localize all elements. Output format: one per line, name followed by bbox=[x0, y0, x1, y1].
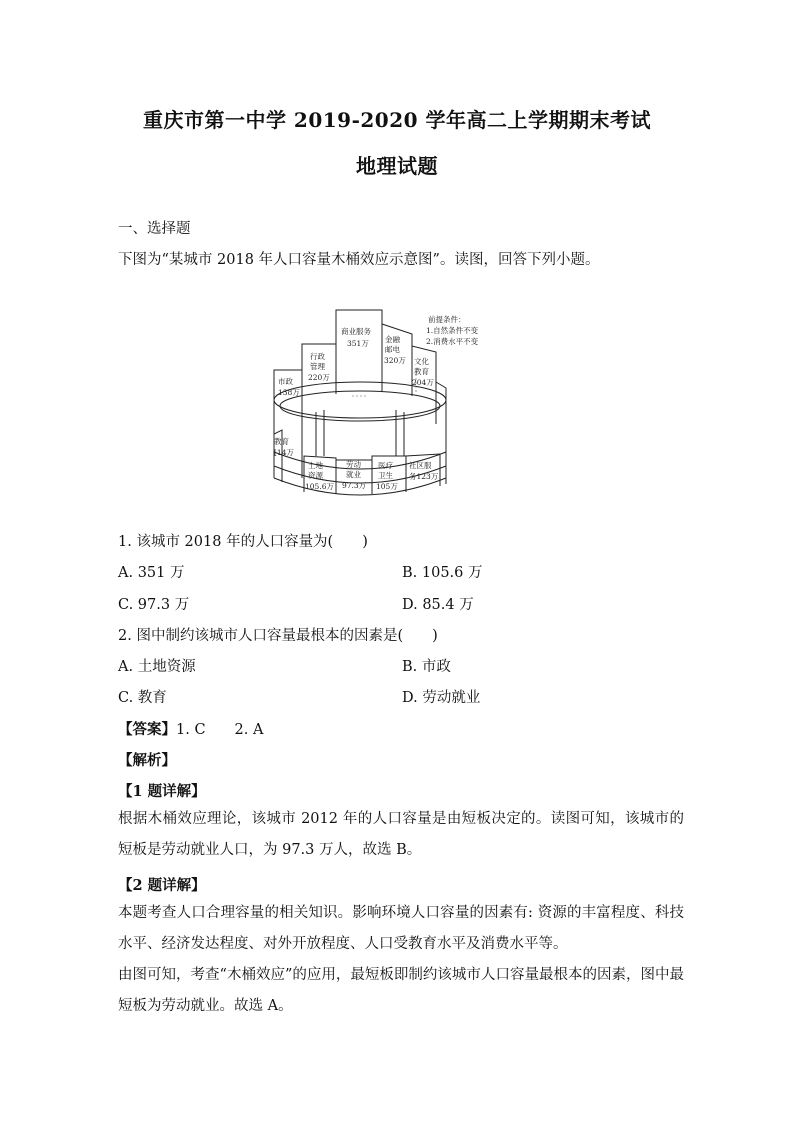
label-xingzheng-value: 220万 bbox=[308, 373, 330, 382]
label-wenhua: 文化 bbox=[414, 357, 429, 366]
q2-option-a: A. 土地资源 bbox=[118, 659, 196, 675]
label-jinrong-value: 320万 bbox=[384, 356, 406, 365]
label-tudi: 土地 bbox=[308, 461, 323, 470]
premise-2: 2.消费水平不变 bbox=[426, 337, 479, 346]
detail2-label: 【2 题详解】 bbox=[118, 877, 206, 894]
q2-option-c: C. 教育 bbox=[118, 690, 167, 706]
detail1-text: 根据木桶效应理论，该城市 2012 年的人口容量是由短板决定的。读图可知，该城市的短板是劳动就业人口，为 97.3 万人，故选 B。 bbox=[118, 811, 684, 858]
document-title: 重庆市第一中学 2019-2020 学年高二上学期期末考试 bbox=[142, 108, 652, 132]
label-shangye-value: 351万 bbox=[347, 339, 369, 348]
q1-option-d: D. 85.4 万 bbox=[402, 597, 474, 613]
label-shizheng-value: 138万 bbox=[278, 388, 300, 397]
answer-text: 1. C 2. A bbox=[176, 722, 264, 738]
label-xingzheng: 行政 bbox=[310, 352, 325, 361]
label-laodong: 劳动 bbox=[346, 460, 361, 469]
label-laodong-value: 97.3万 bbox=[342, 481, 367, 490]
document-subtitle: 地理试题 bbox=[356, 154, 438, 178]
premise-title: 前提条件： bbox=[428, 315, 466, 324]
q1-stem: 1. 该城市 2018 年的人口容量为( ) bbox=[118, 534, 368, 550]
q2-option-b: B. 市政 bbox=[402, 659, 451, 675]
barrel-effect-figure bbox=[268, 306, 508, 506]
label-tudi-value: 105.6万 bbox=[305, 482, 334, 491]
label-guanli: 管理 bbox=[310, 362, 325, 371]
answer-label: 【答案】 bbox=[118, 721, 176, 738]
label-weisheng: 卫生 bbox=[378, 471, 393, 480]
question-intro: 下图为“某城市 2018 年人口容量木桶效应示意图”。读图，回答下列小题。 bbox=[118, 252, 600, 268]
label-shequ-value: 务123万 bbox=[409, 472, 439, 481]
label-shizheng: 市政 bbox=[278, 377, 293, 386]
q2-stem: 2. 图中制约该城市人口容量最根本的因素是( ) bbox=[118, 628, 438, 644]
stave-shangye bbox=[336, 310, 382, 394]
detail2-text1: 本题考查人口合理容量的相关知识。影响环境人口容量的因素有: 资源的丰富程度、科技水平、经济发达程度、对外开放程度、人口受教育水平及消费水平等。 bbox=[118, 905, 684, 952]
detail2-text2: 由图可知，考查“木桶效应”的应用，最短板即制约该城市人口容量最根本的因素，图中最短板为劳动就业。故选 A。 bbox=[118, 967, 684, 1014]
label-jinrong: 金融 bbox=[385, 335, 400, 344]
answer-line bbox=[118, 718, 263, 739]
label-jiaoyu-top: 教育 bbox=[414, 367, 429, 376]
stave-shizheng bbox=[274, 370, 302, 478]
q1-option-a: A. 351 万 bbox=[118, 565, 185, 581]
label-ziyuan: 资源 bbox=[308, 471, 323, 480]
label-wenhua-value: 204万 bbox=[412, 378, 434, 387]
barrel-diagram bbox=[268, 306, 508, 506]
label-shequ: 社区服 bbox=[409, 461, 432, 470]
label-jiaoyu: 教育 bbox=[274, 437, 289, 446]
q1-option-b: B. 105.6 万 bbox=[402, 565, 483, 581]
label-youdian: 邮电 bbox=[385, 345, 400, 354]
label-jiaoyu-value: [14万 bbox=[274, 448, 294, 457]
label-yiliao: 医疗 bbox=[378, 461, 393, 470]
detail1-label: 【1 题详解】 bbox=[118, 783, 206, 800]
label-jiuye: 就业 bbox=[346, 470, 361, 479]
q2-option-d: D. 劳动就业 bbox=[402, 690, 481, 706]
analysis-label: 【解析】 bbox=[118, 752, 176, 769]
premise-1: 1.自然条件不变 bbox=[426, 326, 479, 335]
section-heading: 一、选择题 bbox=[118, 221, 191, 237]
label-shangye: 商业服务 bbox=[341, 327, 371, 336]
label-yiliao-value: 105万 bbox=[376, 482, 398, 491]
q1-option-c: C. 97.3 万 bbox=[118, 597, 190, 613]
